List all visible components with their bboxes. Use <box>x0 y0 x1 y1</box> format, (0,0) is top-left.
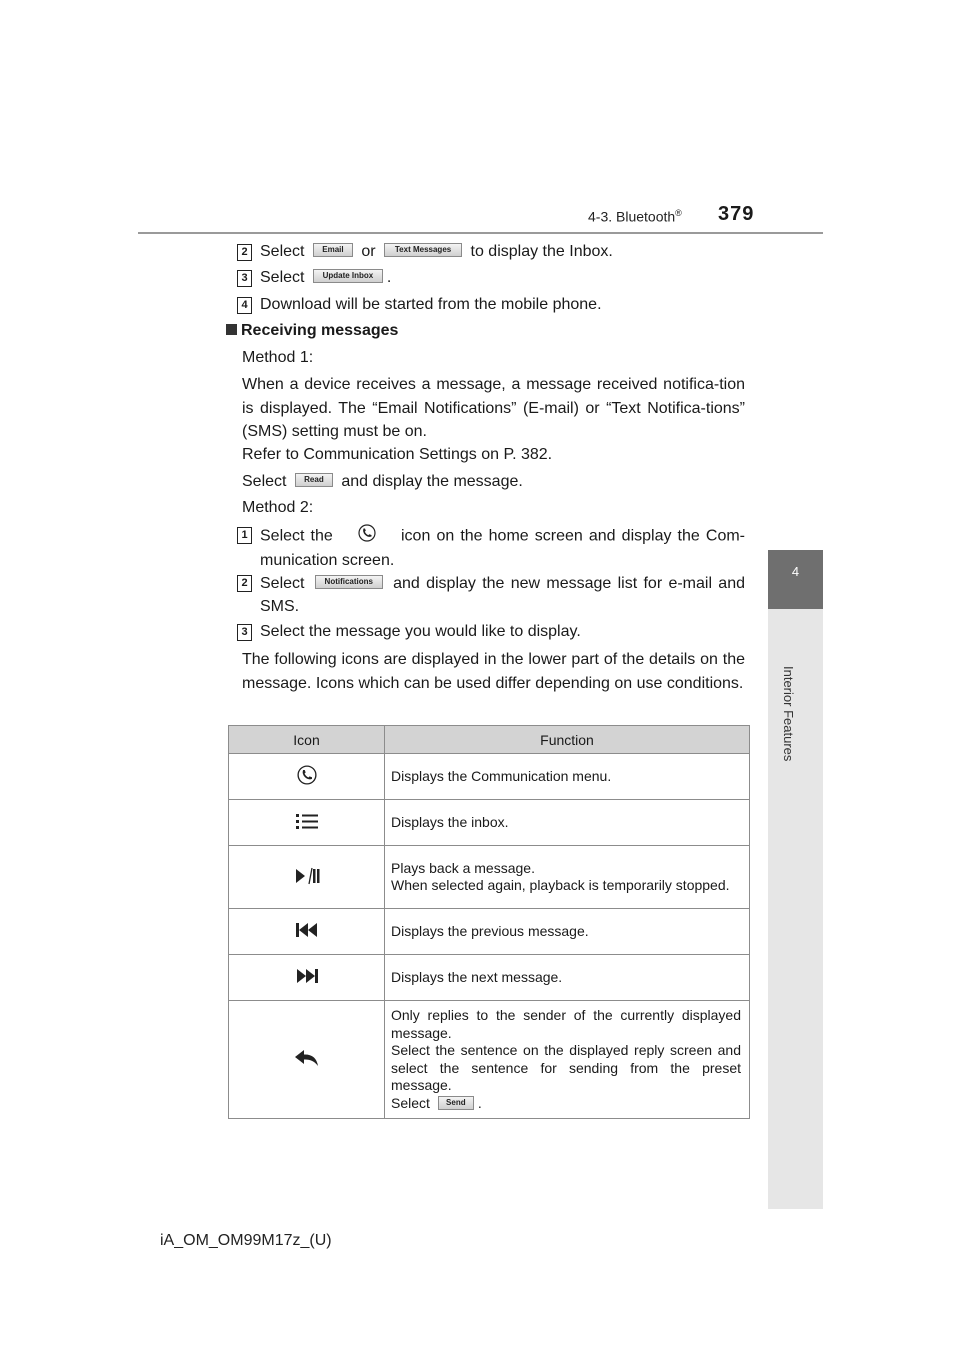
function-description: Displays the next message. <box>385 955 750 1001</box>
function-description: Displays the Communication menu. <box>385 754 750 800</box>
update-inbox-button: Update Inbox <box>313 269 383 283</box>
step-number: 4 <box>237 297 252 314</box>
section-title: 4-3. Bluetooth® <box>588 208 682 225</box>
email-button: Email <box>313 243 353 257</box>
step-text: Select Notifications and display the new message list for e-mail and SMS. <box>260 575 746 615</box>
text-messages-button: Text Messages <box>384 243 462 257</box>
step-number: 2 <box>237 575 252 592</box>
page-number: 379 <box>718 203 755 225</box>
table-row <box>229 1001 750 1119</box>
phone-icon <box>297 765 317 788</box>
list-icon <box>295 812 319 833</box>
reply-icon <box>294 1048 320 1071</box>
reference-text: Refer to Communication Settings on P. 382. <box>242 446 553 463</box>
icon-function-table <box>228 725 750 1119</box>
step-text: Select the icon on the home screen and display the Com-munication screen. <box>260 524 745 572</box>
function-description: Only replies to the sender of the currently displayed message. Select the sentence on the displayed reply screen and select the sentence for sending from the preset message. Select Send . <box>385 1001 750 1119</box>
play-pause-icon <box>294 866 320 889</box>
step-number: 2 <box>237 244 252 261</box>
function-description: Displays the previous message. <box>385 909 750 955</box>
step-text: Download will be started from the mobile phone. <box>260 296 602 313</box>
column-header-function: Function <box>385 726 750 754</box>
send-button: Send <box>438 1096 474 1110</box>
phone-icon <box>339 524 395 549</box>
step-text: Select Email or Text Messages to display the Inbox. <box>260 243 613 260</box>
chapter-tab-number: 4 <box>768 550 823 609</box>
function-description: Displays the inbox. <box>385 800 750 846</box>
column-header-icon: Icon <box>229 726 385 754</box>
previous-icon <box>295 922 319 941</box>
step-number: 3 <box>237 270 252 287</box>
notifications-button: Notifications <box>315 575 383 589</box>
table-row <box>229 800 750 846</box>
chapter-tab-label: Interior Features <box>781 666 796 762</box>
function-description: Plays back a message. When selected again, playback is temporarily stopped. <box>385 846 750 909</box>
method-label: Method 1: <box>242 349 314 366</box>
instruction-text: Select Read and display the message. <box>242 473 523 490</box>
step-text: Select the message you would like to display. <box>260 623 581 640</box>
table-row <box>229 846 750 909</box>
table-row <box>229 754 750 800</box>
step-number: 1 <box>237 527 252 544</box>
step-text: Select Update Inbox . <box>260 269 392 286</box>
table-row <box>229 955 750 1001</box>
square-bullet-icon <box>226 324 237 335</box>
next-icon <box>295 968 319 987</box>
paragraph: When a device receives a message, a message received notifica-tion is displayed. The “Email Notifications” (E-mail) or “Text Notifica-tions” (SMS) setting must be on. <box>242 376 745 440</box>
read-button: Read <box>295 473 333 487</box>
header-divider <box>138 232 823 234</box>
table-row <box>229 909 750 955</box>
document-code: iA_OM_OM99M17z_(U) <box>160 1232 332 1249</box>
paragraph: The following icons are displayed in the lower part of the details on the message. Icons which can be used differ depending on use conditions. <box>242 651 745 692</box>
method-label: Method 2: <box>242 499 314 516</box>
table-header-row <box>229 726 750 754</box>
section-heading: Receiving messages <box>226 320 398 342</box>
step-number: 3 <box>237 624 252 641</box>
